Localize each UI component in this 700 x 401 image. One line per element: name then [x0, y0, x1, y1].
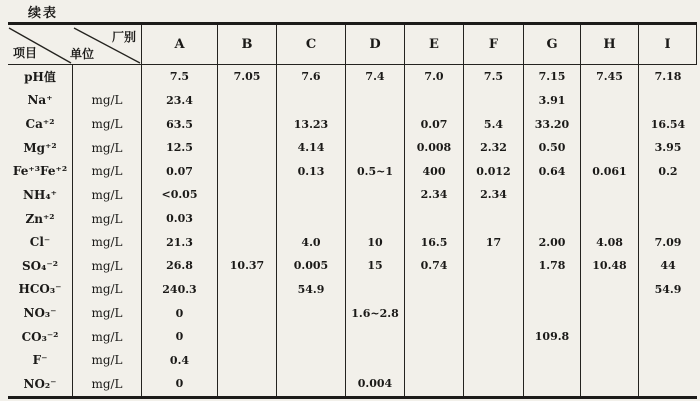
- cell-value: 2.32: [463, 136, 523, 160]
- column-header-i: I: [638, 25, 697, 64]
- cell-value: [638, 325, 697, 349]
- table-row: [8, 254, 697, 278]
- cell-value: [580, 183, 638, 207]
- cell-value: 0.74: [404, 254, 463, 278]
- cell-value: 400: [404, 160, 463, 184]
- cell-value: [217, 136, 276, 160]
- cell-value: 7.5: [463, 65, 523, 89]
- cell-value: 1.78: [523, 254, 580, 278]
- table-row: [8, 278, 697, 302]
- cell-value: [276, 325, 345, 349]
- cell-value: 21.3: [141, 230, 217, 254]
- page-title: 续表: [28, 6, 59, 21]
- column-header-b: B: [217, 25, 276, 64]
- water-quality-table: [8, 22, 697, 399]
- cell-value: 7.0: [404, 65, 463, 89]
- table-row: [8, 207, 697, 231]
- cell-value: [463, 301, 523, 325]
- cell-value: [463, 89, 523, 113]
- cell-value: 0: [141, 372, 217, 396]
- cell-value: 2.34: [463, 183, 523, 207]
- cell-value: [217, 349, 276, 373]
- cell-value: [345, 325, 404, 349]
- row-label: CO₃⁻²: [21, 329, 59, 344]
- cell-value: [217, 372, 276, 396]
- row-label: NO₃⁻: [23, 306, 57, 321]
- cell-value: 15: [345, 254, 404, 278]
- cell-value: [463, 254, 523, 278]
- column-header-a: A: [141, 25, 217, 64]
- cell-value: 0.13: [276, 160, 345, 184]
- cell-value: [404, 89, 463, 113]
- table-row: [8, 301, 697, 325]
- cell-value: [580, 112, 638, 136]
- cell-value: [276, 301, 345, 325]
- cell-value: [345, 89, 404, 113]
- table-row: [8, 230, 697, 254]
- cell-value: 0.07: [141, 160, 217, 184]
- cell-value: [580, 278, 638, 302]
- table-row: [8, 325, 697, 349]
- row-label: Na⁺: [27, 93, 53, 108]
- cell-value: 10: [345, 230, 404, 254]
- cell-value: [638, 301, 697, 325]
- cell-value: 0.50: [523, 136, 580, 160]
- cell-value: 7.15: [523, 65, 580, 89]
- cell-value: [404, 372, 463, 396]
- cell-value: 0.5~1: [345, 160, 404, 184]
- table-body: [8, 65, 697, 396]
- cell-value: 0.64: [523, 160, 580, 184]
- cell-value: [345, 112, 404, 136]
- cell-value: [638, 207, 697, 231]
- cell-value: [523, 278, 580, 302]
- column-header-e: E: [404, 25, 463, 64]
- column-header-d: D: [345, 25, 404, 64]
- table-row: [8, 89, 697, 113]
- cell-value: 0.008: [404, 136, 463, 160]
- cell-value: 1.6~2.8: [345, 301, 404, 325]
- header-corner-cell: [8, 25, 141, 64]
- cell-value: [580, 301, 638, 325]
- row-label: Mg⁺²: [23, 140, 57, 155]
- cell-value: 0.012: [463, 160, 523, 184]
- cell-value: 4.14: [276, 136, 345, 160]
- cell-value: [404, 278, 463, 302]
- cell-value: [345, 183, 404, 207]
- cell-value: 4.08: [580, 230, 638, 254]
- cell-value: 7.45: [580, 65, 638, 89]
- cell-value: [404, 301, 463, 325]
- row-unit: mg/L: [72, 136, 141, 160]
- cell-value: 7.05: [217, 65, 276, 89]
- cell-value: [638, 89, 697, 113]
- cell-value: 7.4: [345, 65, 404, 89]
- cell-value: [638, 372, 697, 396]
- cell-value: 2.34: [404, 183, 463, 207]
- cell-value: <0.05: [141, 183, 217, 207]
- cell-value: 0: [141, 325, 217, 349]
- cell-value: 7.18: [638, 65, 697, 89]
- cell-value: 0.005: [276, 254, 345, 278]
- cell-value: [580, 136, 638, 160]
- row-label: NH₄⁺: [23, 187, 57, 202]
- cell-value: [404, 325, 463, 349]
- row-label: Ca⁺²: [25, 117, 55, 132]
- cell-value: [217, 160, 276, 184]
- row-label: Cl⁻: [29, 235, 51, 250]
- row-unit: mg/L: [72, 301, 141, 325]
- cell-value: [276, 183, 345, 207]
- cell-value: [523, 349, 580, 373]
- cell-value: [463, 349, 523, 373]
- cell-value: 0.061: [580, 160, 638, 184]
- cell-value: 7.09: [638, 230, 697, 254]
- cell-value: 12.5: [141, 136, 217, 160]
- cell-value: [276, 89, 345, 113]
- cell-value: [217, 230, 276, 254]
- cell-value: [345, 207, 404, 231]
- cell-value: 0.4: [141, 349, 217, 373]
- cell-value: 240.3: [141, 278, 217, 302]
- row-unit: mg/L: [72, 89, 141, 113]
- cell-value: 3.95: [638, 136, 697, 160]
- column-header-h: H: [580, 25, 638, 64]
- cell-value: 109.8: [523, 325, 580, 349]
- row-unit: mg/L: [72, 278, 141, 302]
- cell-value: 23.4: [141, 89, 217, 113]
- cell-value: [580, 325, 638, 349]
- cell-value: 10.48: [580, 254, 638, 278]
- table-header: [8, 25, 697, 65]
- cell-value: 4.0: [276, 230, 345, 254]
- cell-value: [580, 89, 638, 113]
- cell-value: 26.8: [141, 254, 217, 278]
- table-row: [8, 65, 697, 89]
- cell-value: [276, 372, 345, 396]
- cell-value: 0.03: [141, 207, 217, 231]
- column-header-f: F: [463, 25, 523, 64]
- cell-value: 7.6: [276, 65, 345, 89]
- cell-value: [638, 349, 697, 373]
- row-unit: [72, 65, 141, 89]
- cell-value: 7.5: [141, 65, 217, 89]
- cell-value: 3.91: [523, 89, 580, 113]
- row-label: Zn⁺²: [25, 211, 55, 226]
- cell-value: [523, 183, 580, 207]
- row-unit: mg/L: [72, 230, 141, 254]
- cell-value: [404, 207, 463, 231]
- row-unit: mg/L: [72, 372, 141, 396]
- row-unit: mg/L: [72, 254, 141, 278]
- cell-value: 0.004: [345, 372, 404, 396]
- table-row: [8, 160, 697, 184]
- cell-value: [523, 372, 580, 396]
- cell-value: [580, 349, 638, 373]
- cell-value: [217, 278, 276, 302]
- row-unit: mg/L: [72, 112, 141, 136]
- corner-label-item: 项目: [13, 46, 38, 60]
- cell-value: [404, 349, 463, 373]
- table-row: [8, 349, 697, 373]
- cell-value: 13.23: [276, 112, 345, 136]
- corner-label-plant: 厂别: [111, 30, 136, 44]
- cell-value: 0: [141, 301, 217, 325]
- cell-value: [276, 207, 345, 231]
- cell-value: 33.20: [523, 112, 580, 136]
- cell-value: [217, 183, 276, 207]
- row-label: NO₂⁻: [23, 376, 57, 391]
- row-label: F⁻: [32, 353, 48, 368]
- row-unit: mg/L: [72, 160, 141, 184]
- cell-value: 44: [638, 254, 697, 278]
- table-row: [8, 183, 697, 207]
- cell-value: [217, 301, 276, 325]
- cell-value: [463, 207, 523, 231]
- cell-value: [276, 349, 345, 373]
- cell-value: [638, 183, 697, 207]
- cell-value: [217, 325, 276, 349]
- cell-value: 63.5: [141, 112, 217, 136]
- column-header-c: C: [276, 25, 345, 64]
- table-row: [8, 136, 697, 160]
- cell-value: [580, 207, 638, 231]
- cell-value: 10.37: [217, 254, 276, 278]
- cell-value: [217, 112, 276, 136]
- cell-value: [217, 207, 276, 231]
- cell-value: 16.5: [404, 230, 463, 254]
- row-unit: mg/L: [72, 349, 141, 373]
- cell-value: 2.00: [523, 230, 580, 254]
- row-unit: mg/L: [72, 207, 141, 231]
- cell-value: [345, 278, 404, 302]
- cell-value: 16.54: [638, 112, 697, 136]
- cell-value: 54.9: [638, 278, 697, 302]
- cell-value: 54.9: [276, 278, 345, 302]
- row-label: Fe⁺³Fe⁺²: [12, 164, 68, 179]
- cell-value: 0.07: [404, 112, 463, 136]
- cell-value: 0.2: [638, 160, 697, 184]
- row-unit: mg/L: [72, 325, 141, 349]
- cell-value: [463, 372, 523, 396]
- column-header-g: G: [523, 25, 580, 64]
- row-label: HCO₃⁻: [18, 282, 62, 297]
- cell-value: 17: [463, 230, 523, 254]
- row-unit: mg/L: [72, 183, 141, 207]
- cell-value: [523, 207, 580, 231]
- cell-value: [580, 372, 638, 396]
- table-row: [8, 112, 697, 136]
- row-label: pH值: [24, 70, 56, 85]
- cell-value: 5.4: [463, 112, 523, 136]
- table-row: [8, 372, 697, 396]
- cell-value: [523, 301, 580, 325]
- cell-value: [463, 325, 523, 349]
- cell-value: [345, 136, 404, 160]
- cell-value: [345, 349, 404, 373]
- cell-value: [463, 278, 523, 302]
- cell-value: [217, 89, 276, 113]
- corner-label-unit: 单位: [70, 47, 95, 61]
- row-label: SO₄⁻²: [22, 258, 58, 273]
